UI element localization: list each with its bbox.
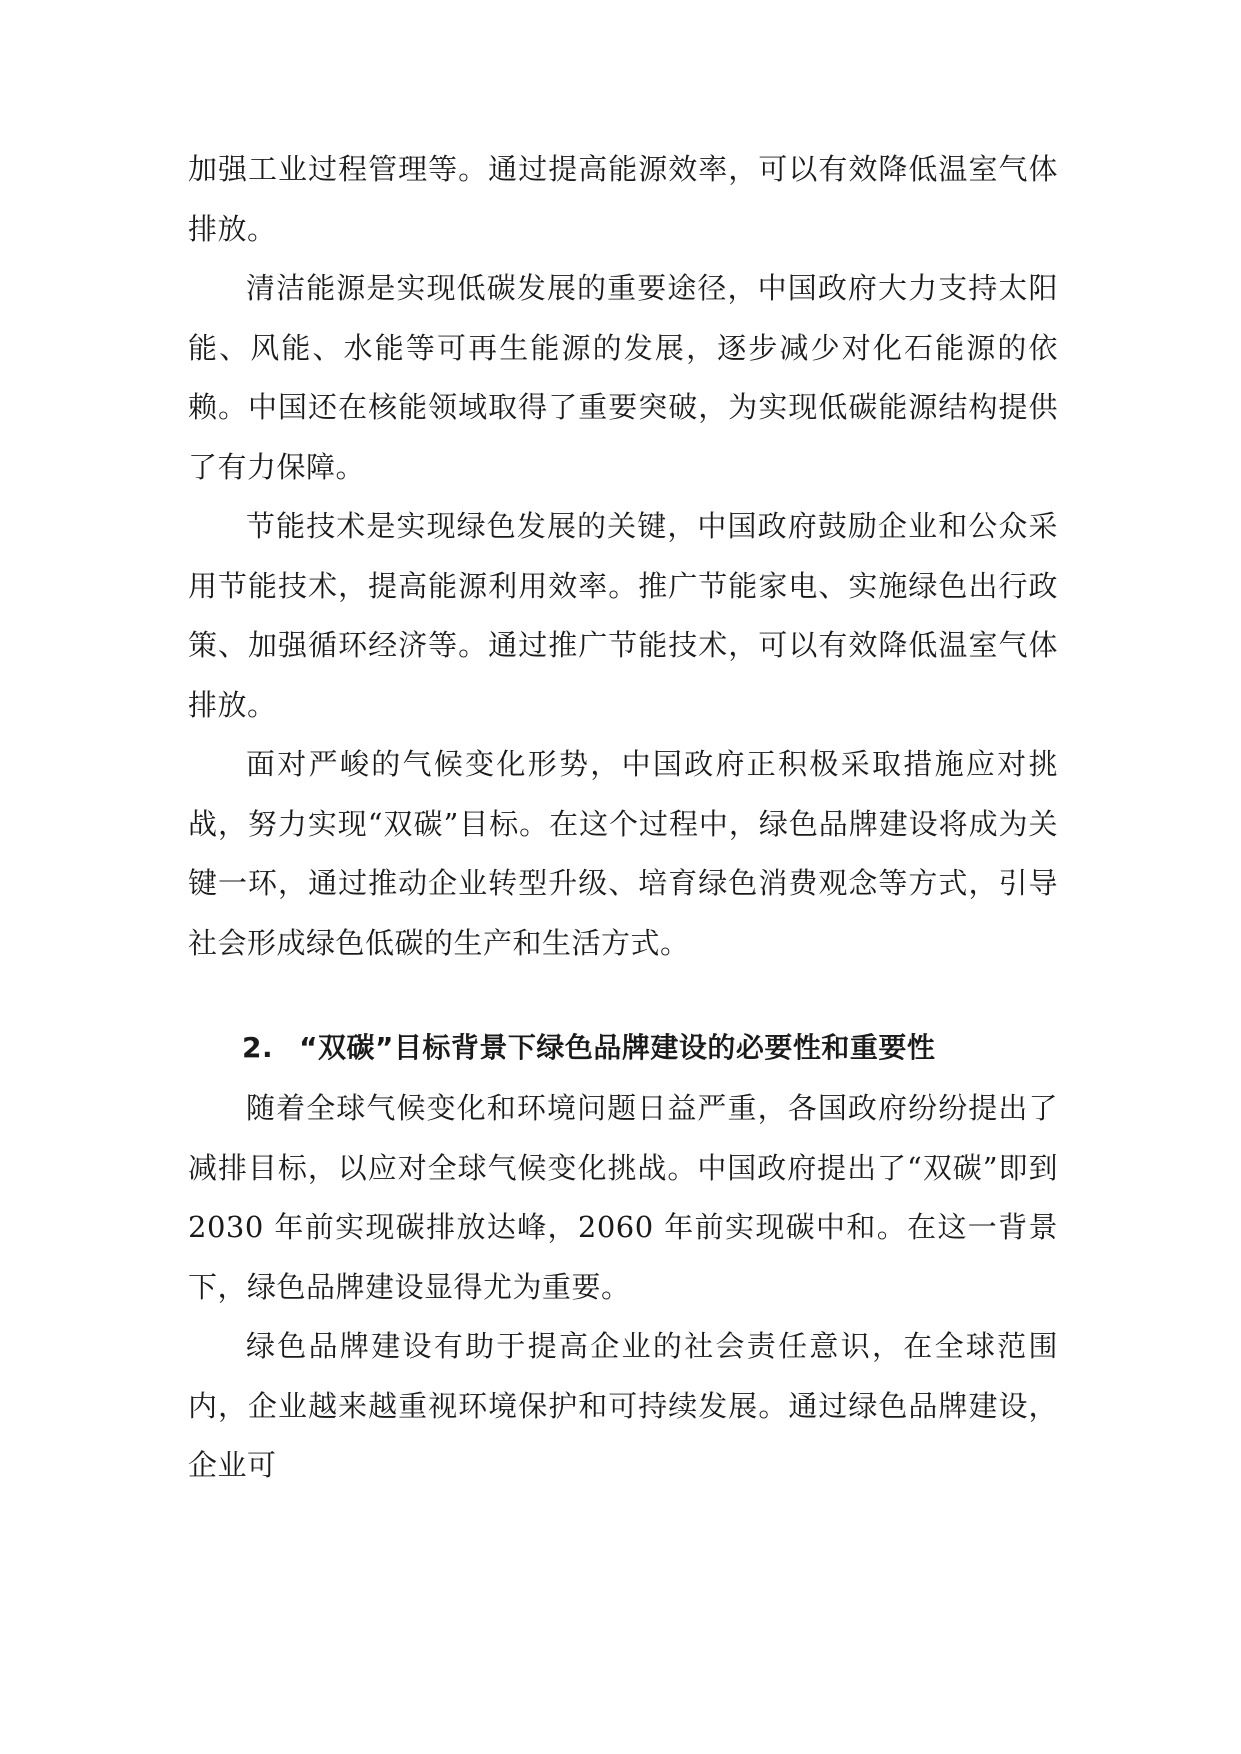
document-body bbox=[188, 140, 1058, 1496]
paragraph-climate-challenge: 面对严峻的气候变化形势，中国政府正积极采取措施应对挑战，努力实现“双碳”目标。在这个过程中，绿色品牌建设将成为关键一环，通过推动企业转型升级、培育绿色消费观念等方式，引导社会形成绿色低碳的生产和生活方式。 bbox=[188, 747, 1058, 960]
paragraph-green-brand-responsibility: 绿色品牌建设有助于提高企业的社会责任意识，在全球范围内，企业越来越重视环境保护和可持续发展。通过绿色品牌建设，企业可 bbox=[188, 1329, 1058, 1482]
section-number: 2. bbox=[242, 1031, 274, 1064]
paragraph-dual-carbon-background: 随着全球气候变化和环境问题日益严重，各国政府纷纷提出了减排目标，以应对全球气候变化挑战。中国政府提出了“双碳”即到 2030 年前实现碳排放达峰，2060 年前实现碳中和。在这一背景下，绿色品牌建设显得尤为重要。 bbox=[188, 1091, 1058, 1304]
paragraph-energy-efficiency-end: 加强工业过程管理等。通过提高能源效率，可以有效降低温室气体排放。 bbox=[188, 152, 1058, 246]
paragraph-energy-saving-tech: 节能技术是实现绿色发展的关键，中国政府鼓励企业和公众采用节能技术，提高能源利用效率。推广节能家电、实施绿色出行政策、加强循环经济等。通过推广节能技术，可以有效降低温室气体排放。 bbox=[188, 509, 1058, 722]
section-title: “双碳”目标背景下绿色品牌建设的必要性和重要性 bbox=[299, 1031, 936, 1064]
section-heading bbox=[188, 1017, 1058, 1079]
paragraph-clean-energy: 清洁能源是实现低碳发展的重要途径，中国政府大力支持太阳能、风能、水能等可再生能源的发展，逐步减少对化石能源的依赖。中国还在核能领域取得了重要突破，为实现低碳能源结构提供了有力保障。 bbox=[188, 271, 1058, 484]
